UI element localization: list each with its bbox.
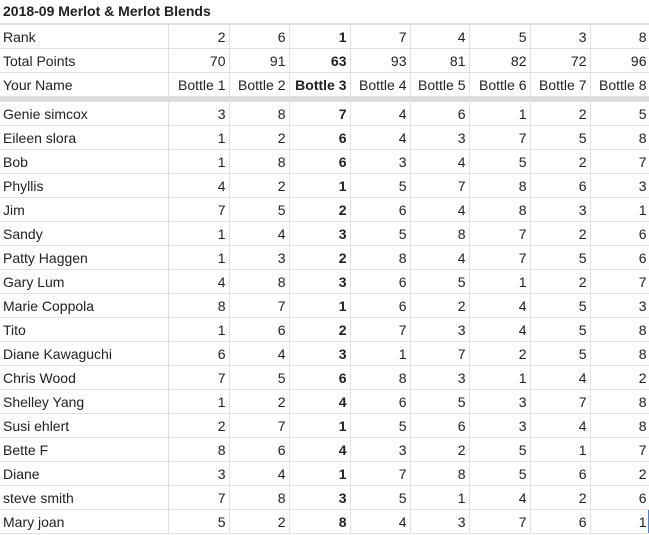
score-cell[interactable]: 1	[469, 270, 530, 294]
score-cell[interactable]: 7	[229, 294, 289, 318]
score-cell[interactable]: 4	[168, 174, 229, 198]
score-cell[interactable]: 3	[590, 174, 649, 198]
score-cell[interactable]: 8	[229, 150, 289, 174]
score-cell[interactable]: 3	[289, 270, 350, 294]
score-cell[interactable]: 2	[229, 510, 289, 534]
table-row	[0, 174, 649, 198]
score-cell[interactable]: 8	[229, 270, 289, 294]
score-cell[interactable]: 8	[590, 126, 649, 150]
score-cell[interactable]: 2	[410, 294, 469, 318]
score-cell[interactable]: 5	[410, 270, 469, 294]
table-row	[0, 126, 649, 150]
rank-row	[0, 25, 649, 49]
total-points-cell[interactable]: 91	[229, 49, 289, 73]
score-cell[interactable]: 8	[229, 102, 289, 126]
score-cell[interactable]: 3	[229, 246, 289, 270]
table-row	[0, 270, 649, 294]
score-cell[interactable]: 7	[469, 222, 530, 246]
score-cell[interactable]: 2	[530, 222, 590, 246]
score-cell[interactable]: 7	[469, 510, 530, 534]
score-cell[interactable]: 8	[350, 246, 410, 270]
score-cell[interactable]: 2	[289, 246, 350, 270]
total-points-cell[interactable]: 70	[168, 49, 229, 73]
score-cell[interactable]: 7	[410, 174, 469, 198]
score-cell[interactable]: 3	[410, 510, 469, 534]
score-cell[interactable]: 6	[350, 270, 410, 294]
table-row	[0, 438, 649, 462]
score-cell[interactable]: 1	[168, 318, 229, 342]
total-points-cell[interactable]: 96	[590, 49, 649, 73]
score-cell[interactable]: 4	[229, 342, 289, 366]
score-cell[interactable]: 5	[469, 150, 530, 174]
score-cell[interactable]: 5	[530, 318, 590, 342]
taster-name-cell[interactable]: Gary Lum	[0, 270, 168, 294]
taster-name-cell[interactable]: Marie Coppola	[0, 294, 168, 318]
score-cell[interactable]: 7	[229, 414, 289, 438]
score-cell[interactable]: 5	[530, 294, 590, 318]
score-cell[interactable]: 5	[350, 486, 410, 510]
table-row	[0, 318, 649, 342]
score-cell[interactable]: 8	[168, 294, 229, 318]
score-cell[interactable]: 6	[168, 342, 229, 366]
score-cell[interactable]: 5	[530, 126, 590, 150]
score-cell[interactable]: 7	[469, 126, 530, 150]
score-cell[interactable]: 2	[590, 462, 649, 486]
score-cell[interactable]: 3	[469, 390, 530, 414]
score-cell[interactable]: 3	[410, 318, 469, 342]
score-cell[interactable]: 3	[410, 126, 469, 150]
score-cell[interactable]: 7	[350, 318, 410, 342]
taster-name-cell[interactable]: Sandy	[0, 222, 168, 246]
score-cell[interactable]: 5	[350, 222, 410, 246]
bottle-header[interactable]: Bottle 3	[289, 73, 350, 97]
taster-name-cell[interactable]: Genie simcox	[0, 102, 168, 126]
score-cell[interactable]: 2	[530, 150, 590, 174]
score-cell[interactable]: 2	[289, 318, 350, 342]
score-cell[interactable]: 4	[469, 294, 530, 318]
rank-cell[interactable]: 7	[350, 25, 410, 49]
score-cell[interactable]: 5	[530, 342, 590, 366]
score-cell[interactable]: 4	[168, 270, 229, 294]
table-row	[0, 510, 649, 534]
rank-cell[interactable]: 2	[168, 25, 229, 49]
score-cell[interactable]: 7	[410, 342, 469, 366]
bottle-header[interactable]: Bottle 2	[229, 73, 289, 97]
table-row	[0, 150, 649, 174]
score-cell[interactable]: 5	[590, 102, 649, 126]
total-points-cell[interactable]: 72	[530, 49, 590, 73]
score-cell[interactable]: 7	[168, 198, 229, 222]
score-cell[interactable]: 2	[229, 126, 289, 150]
score-cell[interactable]: 5	[530, 246, 590, 270]
score-cell[interactable]: 6	[229, 318, 289, 342]
score-cell[interactable]: 2	[469, 342, 530, 366]
bottle-header[interactable]: Bottle 8	[590, 73, 649, 97]
total-points-cell[interactable]: 81	[410, 49, 469, 73]
score-cell[interactable]: 3	[530, 198, 590, 222]
score-cell[interactable]: 1	[410, 486, 469, 510]
score-cell[interactable]: 3	[289, 486, 350, 510]
rank-cell[interactable]: 8	[590, 25, 649, 49]
table-row	[0, 342, 649, 366]
score-cell[interactable]: 8	[590, 342, 649, 366]
taster-name-cell[interactable]: Diane Kawaguchi	[0, 342, 168, 366]
taster-name-cell[interactable]: Eileen slora	[0, 126, 168, 150]
table-row	[0, 414, 649, 438]
score-cell[interactable]: 4	[350, 102, 410, 126]
score-cell[interactable]: 2	[168, 414, 229, 438]
score-cell[interactable]: 5	[469, 462, 530, 486]
score-cell[interactable]: 8	[410, 462, 469, 486]
score-cell[interactable]: 6	[590, 246, 649, 270]
score-cell[interactable]: 5	[168, 510, 229, 534]
score-cell[interactable]: 6	[289, 366, 350, 390]
score-cell[interactable]: 6	[530, 174, 590, 198]
taster-name-cell[interactable]: Chris Wood	[0, 366, 168, 390]
score-cell[interactable]: 7	[530, 390, 590, 414]
score-cell[interactable]: 1	[168, 126, 229, 150]
score-cell[interactable]: 1	[289, 294, 350, 318]
score-cell[interactable]: 8	[469, 198, 530, 222]
score-cell[interactable]: 5	[469, 438, 530, 462]
score-cell[interactable]: 1	[469, 366, 530, 390]
score-cell[interactable]: 7	[350, 462, 410, 486]
score-cell[interactable]: 3	[410, 366, 469, 390]
score-cell[interactable]: 6	[229, 438, 289, 462]
score-cell[interactable]: 2	[289, 198, 350, 222]
score-cell[interactable]: 4	[229, 222, 289, 246]
score-cell[interactable]: 8	[590, 414, 649, 438]
taster-name-cell[interactable]: Bob	[0, 150, 168, 174]
score-cell[interactable]: 1	[350, 342, 410, 366]
taster-name-cell[interactable]: Diane	[0, 462, 168, 486]
score-cell[interactable]: 4	[410, 150, 469, 174]
score-cell[interactable]: 8	[590, 390, 649, 414]
ranking-table	[0, 24, 649, 534]
score-cell[interactable]: 6	[350, 390, 410, 414]
score-cell[interactable]: 6	[530, 510, 590, 534]
score-cell[interactable]: 2	[229, 390, 289, 414]
score-cell[interactable]: 1	[289, 174, 350, 198]
taster-name-cell[interactable]: Bette F	[0, 438, 168, 462]
taster-name-cell[interactable]: Phyllis	[0, 174, 168, 198]
score-cell[interactable]: 4	[469, 486, 530, 510]
score-cell[interactable]: 8	[289, 510, 350, 534]
score-cell[interactable]: 6	[410, 414, 469, 438]
score-cell[interactable]: 1	[590, 510, 649, 534]
score-cell[interactable]: 2	[590, 366, 649, 390]
score-cell[interactable]: 4	[530, 366, 590, 390]
score-cell[interactable]: 4	[229, 462, 289, 486]
score-cell[interactable]: 5	[350, 414, 410, 438]
table-row	[0, 462, 649, 486]
score-cell[interactable]: 1	[289, 414, 350, 438]
score-cell[interactable]: 6	[590, 486, 649, 510]
score-cell[interactable]: 6	[590, 222, 649, 246]
score-cell[interactable]: 1	[168, 390, 229, 414]
rank-cell[interactable]: 4	[410, 25, 469, 49]
taster-name-cell[interactable]: Jim	[0, 198, 168, 222]
taster-name-cell[interactable]: Susi ehlert	[0, 414, 168, 438]
taster-name-cell[interactable]: Mary joan	[0, 510, 168, 534]
score-cell[interactable]: 5	[350, 174, 410, 198]
score-cell[interactable]: 4	[350, 126, 410, 150]
bottle-header[interactable]: Bottle 5	[410, 73, 469, 97]
table-row	[0, 246, 649, 270]
score-cell[interactable]: 7	[289, 102, 350, 126]
score-cell[interactable]: 5	[229, 198, 289, 222]
table-row	[0, 102, 649, 126]
rank-cell[interactable]: 1	[289, 25, 350, 49]
score-cell[interactable]: 2	[530, 486, 590, 510]
score-cell[interactable]: 7	[590, 438, 649, 462]
taster-name-cell[interactable]: steve smith	[0, 486, 168, 510]
score-cell[interactable]: 3	[168, 102, 229, 126]
score-cell[interactable]: 6	[530, 462, 590, 486]
score-cell[interactable]: 1	[289, 462, 350, 486]
score-cell[interactable]: 6	[350, 198, 410, 222]
score-cell[interactable]: 3	[289, 222, 350, 246]
score-cell[interactable]: 1	[168, 222, 229, 246]
score-cell[interactable]: 2	[530, 102, 590, 126]
bottle-header[interactable]: Bottle 4	[350, 73, 410, 97]
score-cell[interactable]: 1	[469, 102, 530, 126]
score-cell[interactable]: 8	[410, 222, 469, 246]
total-points-cell[interactable]: 82	[469, 49, 530, 73]
rank-cell[interactable]: 3	[530, 25, 590, 49]
rank-cell[interactable]: 5	[469, 25, 530, 49]
score-cell[interactable]: 4	[350, 510, 410, 534]
score-cell[interactable]: 3	[590, 294, 649, 318]
total-points-cell[interactable]: 93	[350, 49, 410, 73]
score-cell[interactable]: 7	[590, 270, 649, 294]
total-points-row	[0, 49, 649, 73]
score-cell[interactable]: 3	[289, 342, 350, 366]
score-cell[interactable]: 2	[410, 438, 469, 462]
your-name-header[interactable]: Your Name	[0, 73, 168, 97]
score-cell[interactable]: 7	[469, 246, 530, 270]
score-cell[interactable]: 1	[590, 198, 649, 222]
score-cell[interactable]: 5	[229, 366, 289, 390]
score-cell[interactable]: 6	[289, 150, 350, 174]
score-cell[interactable]: 8	[350, 366, 410, 390]
table-row	[0, 486, 649, 510]
score-cell[interactable]: 7	[168, 366, 229, 390]
score-cell[interactable]: 8	[168, 438, 229, 462]
header-row	[0, 73, 649, 97]
score-cell[interactable]: 4	[289, 438, 350, 462]
taster-name-cell[interactable]: Tito	[0, 318, 168, 342]
total-points-cell[interactable]: 63	[289, 49, 350, 73]
table-row	[0, 390, 649, 414]
bottle-header[interactable]: Bottle 6	[469, 73, 530, 97]
score-cell[interactable]: 4	[410, 198, 469, 222]
taster-name-cell[interactable]: Shelley Yang	[0, 390, 168, 414]
score-cell[interactable]: 4	[530, 414, 590, 438]
table-row	[0, 198, 649, 222]
score-cell[interactable]: 4	[469, 318, 530, 342]
table-row	[0, 366, 649, 390]
rank-label[interactable]: Rank	[0, 25, 168, 49]
score-cell[interactable]: 1	[168, 150, 229, 174]
score-cell[interactable]: 1	[168, 246, 229, 270]
score-cell[interactable]: 6	[350, 294, 410, 318]
score-cell[interactable]: 7	[168, 486, 229, 510]
score-cell[interactable]: 3	[350, 150, 410, 174]
total-points-label[interactable]: Total Points	[0, 49, 168, 73]
rank-cell[interactable]: 6	[229, 25, 289, 49]
sheet-title[interactable]: 2018-09 Merlot & Merlot Blends	[0, 0, 649, 24]
score-cell[interactable]: 6	[410, 102, 469, 126]
bottle-header[interactable]: Bottle 1	[168, 73, 229, 97]
score-cell[interactable]: 2	[530, 270, 590, 294]
score-cell[interactable]: 5	[410, 390, 469, 414]
score-cell[interactable]: 1	[530, 438, 590, 462]
score-cell[interactable]: 8	[229, 486, 289, 510]
bottle-header[interactable]: Bottle 7	[530, 73, 590, 97]
table-row	[0, 222, 649, 246]
score-cell[interactable]: 8	[590, 318, 649, 342]
score-cell[interactable]: 8	[469, 174, 530, 198]
score-cell[interactable]: 3	[350, 438, 410, 462]
score-cell[interactable]: 4	[410, 246, 469, 270]
score-cell[interactable]: 2	[229, 174, 289, 198]
score-cell[interactable]: 4	[289, 390, 350, 414]
score-cell[interactable]: 3	[469, 414, 530, 438]
score-cell[interactable]: 6	[289, 126, 350, 150]
score-cell[interactable]: 7	[590, 150, 649, 174]
table-row	[0, 294, 649, 318]
taster-name-cell[interactable]: Patty Haggen	[0, 246, 168, 270]
score-cell[interactable]: 3	[168, 462, 229, 486]
